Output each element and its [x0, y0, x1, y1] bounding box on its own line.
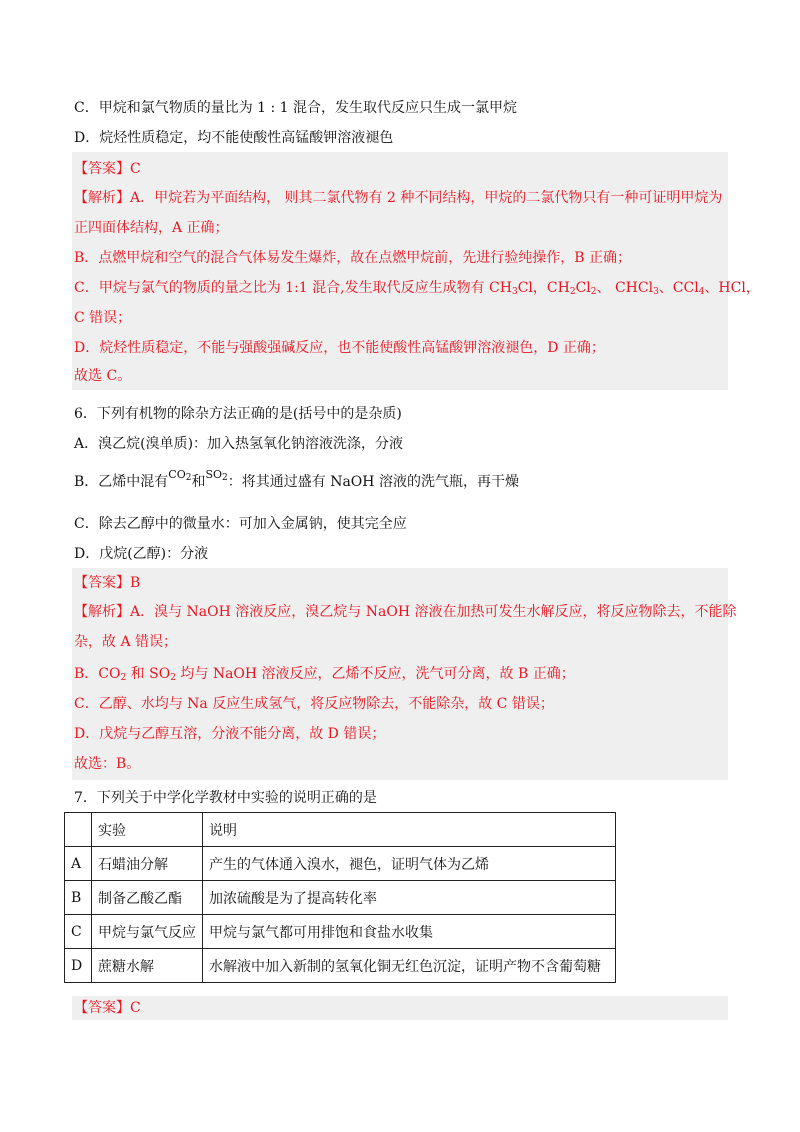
- q6-option-b-suffix: ：将其通过盛有 NaOH 溶液的洗气瓶，再干燥: [227, 474, 519, 490]
- q6-analysis-line: 故选：B。: [74, 756, 141, 772]
- q5-analysis-line: 正四面体结构，A 正确；: [74, 220, 229, 236]
- q7-table: [64, 812, 616, 983]
- q6-analysis-b-text: 均与 NaOH 溶液反应，乙烯不反应，洗气可分离，故 B 正确；: [175, 666, 575, 682]
- table-row: [65, 881, 616, 915]
- table-cell: B: [65, 881, 92, 915]
- q6-option-b-prefix: B．乙烯中混有: [74, 474, 169, 490]
- table-header-cell: 实验: [92, 813, 203, 847]
- table-header-cell: [65, 813, 92, 847]
- q6-option-d: D．戊烷(乙醇)：分液: [74, 546, 209, 562]
- q5-analysis-line: D．烷烃性质稳定，不能与强酸强碱反应，也不能使酸性高锰酸钾溶液褪色，D 正确；: [74, 340, 605, 356]
- q5-analysis-line: 故选 C。: [74, 368, 132, 384]
- q6-analysis-line: C．乙醇、水均与 Na 反应生成氢气，将反应物除去，不能除杂，故 C 错误；: [74, 696, 554, 712]
- q7-stem: 7．下列关于中学化学教材中实验的说明正确的是: [74, 790, 377, 806]
- table-row: [65, 915, 616, 949]
- q6-analysis-line: 杂，故 A 错误；: [74, 634, 178, 650]
- table-cell: 加浓硫酸是为了提高转化率: [203, 881, 616, 915]
- q5-analysis-line: 【解析】A．甲烷若为平面结构， 则其二氯代物有 2 种不同结构，甲烷的二氯代物只有一种可证明甲烷为: [74, 190, 723, 206]
- table-header-row: [65, 813, 616, 847]
- q6-option-b-and: 和: [191, 474, 206, 490]
- table-header-cell: 说明: [203, 813, 616, 847]
- q6-stem: 6．下列有机物的除杂方法正确的是(括号中的是杂质): [74, 406, 402, 422]
- table-cell: 水解液中加入新制的氢氧化铜无红色沉淀，证明产物不含葡萄糖: [203, 949, 616, 983]
- q7-answer-block: [72, 996, 728, 1020]
- q6-analysis-line: 【解析】A．溴与 NaOH 溶液反应，溴乙烷与 NaOH 溶液在加热可发生水解反应，将反应物除去，不能除: [74, 604, 737, 620]
- table-cell: 石蜡油分解: [92, 847, 203, 881]
- table-cell: 制备乙酸乙酯: [92, 881, 203, 915]
- table-cell: C: [65, 915, 92, 949]
- q5-analysis-line: C．甲烷与氯气的物质的量之比为 1:1 混合,发生取代反应生成物有 $CH_3Cl$，$CH_2Cl_2$、 CHCl$_3$、CCl$_4$、HCl，: [74, 280, 760, 297]
- table-cell: 蔗糖水解: [92, 949, 203, 983]
- q7-answer: 【答案】C: [74, 1000, 141, 1016]
- q6-analysis-line: D．戊烷与乙醇互溶，分液不能分离，故 D 错误；: [74, 726, 386, 742]
- q5-answer: 【答案】C: [74, 161, 141, 177]
- table-cell: 甲烷与氯气反应: [92, 915, 203, 949]
- q6-option-a: A．溴乙烷(溴单质)：加入热氢氧化钠溶液洗涤，分液: [74, 436, 404, 452]
- q6-answer-block: [72, 568, 737, 780]
- q5-option-d: D．烷烃性质稳定，均不能使酸性高锰酸钾溶液褪色: [74, 130, 394, 146]
- table-cell: A: [65, 847, 92, 881]
- table-cell: 产生的气体通入溴水，褪色，证明气体为乙烯: [203, 847, 616, 881]
- q6-option-b: B．乙烯中混有$^{CO_2}$和$^{SO_2}$：将其通过盛有 NaOH 溶液的洗气瓶，再干燥: [74, 468, 519, 490]
- q6-answer: 【答案】B: [74, 575, 141, 591]
- q5-analysis-line: B．点燃甲烷和空气的混合气体易发生爆炸，故在点燃甲烷前，先进行验纯操作，B 正确；: [74, 250, 632, 266]
- table-row: [65, 847, 616, 881]
- q5-option-c: C．甲烷和氯气物质的量比为 1 : 1 混合，发生取代反应只生成一氯甲烷: [74, 100, 518, 116]
- q5-answer-block: [72, 152, 760, 390]
- q5-analysis-c-text: C．甲烷与氯气的物质的量之比为 1:1 混合,发生取代反应生成物有: [74, 280, 490, 296]
- table-cell: 甲烷与氯气都可用排饱和食盐水收集: [203, 915, 616, 949]
- table-cell: D: [65, 949, 92, 983]
- q6-analysis-line: B．$CO_2$ 和 $SO_2$ 均与 NaOH 溶液反应，乙烯不反应，洗气可分离，故 B 正确；: [74, 666, 575, 683]
- q6-option-c: C．除去乙醇中的微量水：可加入金属钠，使其完全应: [74, 516, 407, 532]
- q5-analysis-line: C 错误；: [74, 310, 132, 326]
- table-row: [65, 949, 616, 983]
